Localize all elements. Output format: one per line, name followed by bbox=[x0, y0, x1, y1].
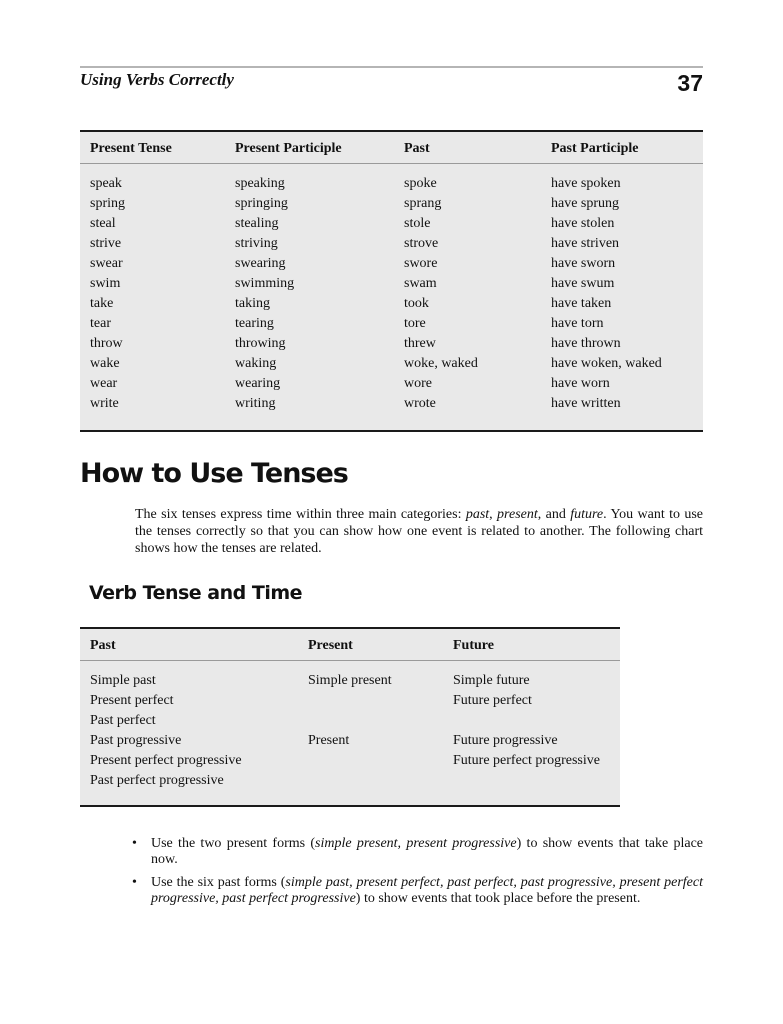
col-header-past: Past bbox=[404, 141, 430, 156]
tense-table-cell: Future perfect progressive bbox=[453, 753, 600, 768]
bullet-before-text: Use the two present forms ( bbox=[151, 836, 316, 851]
verb-table-cell: swear bbox=[90, 256, 123, 271]
verb-table-cell: striving bbox=[235, 236, 278, 251]
verb-table-cell: steal bbox=[90, 216, 116, 231]
tense-table-cell: Past perfect progressive bbox=[90, 773, 224, 788]
intro-sep-1: , bbox=[489, 507, 498, 522]
verb-table-header bbox=[80, 132, 703, 164]
verb-table-cell: have swum bbox=[551, 276, 615, 291]
verb-table-cell: swore bbox=[404, 256, 438, 271]
bullet-after-text: ) to show events that take place now. bbox=[151, 836, 704, 867]
sub-heading: Verb Tense and Time bbox=[89, 582, 303, 604]
verb-table-cell: tearing bbox=[235, 316, 274, 331]
bullet-dot-icon: • bbox=[132, 875, 137, 890]
col-header-present-tense-time: Present bbox=[308, 638, 353, 653]
verb-table-cell: take bbox=[90, 296, 114, 311]
verb-table-cell: spoke bbox=[404, 176, 437, 191]
tense-table-cell: Simple past bbox=[90, 673, 156, 688]
intro-past: past bbox=[465, 507, 490, 522]
tense-table-cell: Present perfect bbox=[90, 693, 174, 708]
verb-table-cell: strive bbox=[90, 236, 122, 251]
bullet-italic-text: simple present, present progressive bbox=[315, 836, 517, 851]
verb-table-cell: took bbox=[404, 296, 429, 311]
verb-table-cell: strove bbox=[404, 236, 439, 251]
verb-table-cell: woke, waked bbox=[404, 356, 478, 371]
verb-table-cell: waking bbox=[235, 356, 277, 371]
tense-table-cell: Past progressive bbox=[90, 733, 182, 748]
tense-table-cell: Simple present bbox=[308, 673, 392, 688]
verb-table-cell: swim bbox=[90, 276, 121, 291]
verb-table-cell: springing bbox=[235, 196, 288, 211]
col-header-past-tense: Past bbox=[90, 638, 116, 653]
verb-table-cell: have thrown bbox=[551, 336, 621, 351]
tense-table-cell: Past perfect bbox=[90, 713, 156, 728]
verb-table-cell: swimming bbox=[235, 276, 295, 291]
verb-table-cell: swam bbox=[404, 276, 437, 291]
verb-table-cell: have worn bbox=[551, 376, 610, 391]
running-head-title: Using Verbs Correctly bbox=[80, 70, 234, 89]
verb-table-cell: have written bbox=[551, 396, 621, 411]
tense-table-cell: Future progressive bbox=[453, 733, 558, 748]
verb-table-cell: stole bbox=[404, 216, 431, 231]
bullet-italic-text: simple past, present perfect, past perfect, past progressive, present perfect progressive, past perfect progressive bbox=[151, 875, 703, 906]
verb-table-cell: sprang bbox=[404, 196, 442, 211]
verb-table-cell: threw bbox=[404, 336, 436, 351]
verb-table-cell: wore bbox=[404, 376, 432, 391]
intro-future: future bbox=[570, 507, 604, 522]
intro-present: present bbox=[497, 507, 538, 522]
tense-table-header bbox=[80, 629, 620, 661]
intro-text-2: . You want to use the tenses correctly so that you can show how one event is related to another. The following chart shows how the tenses are related. bbox=[135, 507, 704, 556]
tense-table-cell: Future perfect bbox=[453, 693, 532, 708]
intro-text-1: The six tenses express time within three main categories: bbox=[135, 507, 466, 522]
verb-table-cell: tore bbox=[404, 316, 426, 331]
verb-table-cell: have striven bbox=[551, 236, 620, 251]
verb-table-cell: have sworn bbox=[551, 256, 616, 271]
intro-paragraph bbox=[135, 506, 703, 557]
tense-time-table bbox=[80, 627, 620, 807]
verb-table-cell: stealing bbox=[235, 216, 279, 231]
col-header-present-participle: Present Participle bbox=[235, 141, 342, 156]
bullet-before-text: Use the six past forms ( bbox=[151, 875, 286, 890]
tense-table-cell: Present perfect progressive bbox=[90, 753, 242, 768]
verb-table-cell: wrote bbox=[404, 396, 436, 411]
verb-table-cell: have stolen bbox=[551, 216, 615, 231]
bullet-dot-icon: • bbox=[132, 836, 137, 851]
verb-table-cell: have torn bbox=[551, 316, 604, 331]
verb-table-cell: writing bbox=[235, 396, 276, 411]
bullet-list bbox=[130, 836, 703, 914]
verb-table-cell: have spoken bbox=[551, 176, 621, 191]
verb-table-cell: have taken bbox=[551, 296, 612, 311]
verb-forms-table bbox=[80, 130, 703, 432]
bullet-item bbox=[130, 836, 703, 868]
verb-table-cell: swearing bbox=[235, 256, 286, 271]
verb-table-cell: throw bbox=[90, 336, 123, 351]
col-header-present-tense: Present Tense bbox=[90, 141, 172, 156]
verb-table-cell: taking bbox=[235, 296, 270, 311]
verb-table-cell: spring bbox=[90, 196, 125, 211]
intro-sep-2: , and bbox=[537, 507, 571, 522]
verb-table-cell: have sprung bbox=[551, 196, 620, 211]
verb-table-cell: wear bbox=[90, 376, 118, 391]
bullet-item bbox=[130, 875, 703, 907]
verb-table-cell: write bbox=[90, 396, 119, 411]
verb-table-cell: wake bbox=[90, 356, 120, 371]
section-heading: How to Use Tenses bbox=[80, 458, 348, 489]
tense-table-cell: Simple future bbox=[453, 673, 530, 688]
verb-table-cell: speak bbox=[90, 176, 122, 191]
verb-table-cell: speaking bbox=[235, 176, 285, 191]
verb-table-cell: have woken, waked bbox=[551, 356, 662, 371]
col-header-past-participle: Past Participle bbox=[551, 141, 639, 156]
col-header-future: Future bbox=[453, 638, 494, 653]
verb-table-cell: wearing bbox=[235, 376, 281, 391]
header-rule bbox=[80, 66, 703, 68]
bullet-after-text: ) to show events that took place before the present. bbox=[355, 891, 641, 906]
tense-table-cell: Present bbox=[308, 733, 350, 748]
verb-table-cell: throwing bbox=[235, 336, 286, 351]
page-number: 37 bbox=[677, 70, 703, 96]
verb-table-cell: tear bbox=[90, 316, 111, 331]
